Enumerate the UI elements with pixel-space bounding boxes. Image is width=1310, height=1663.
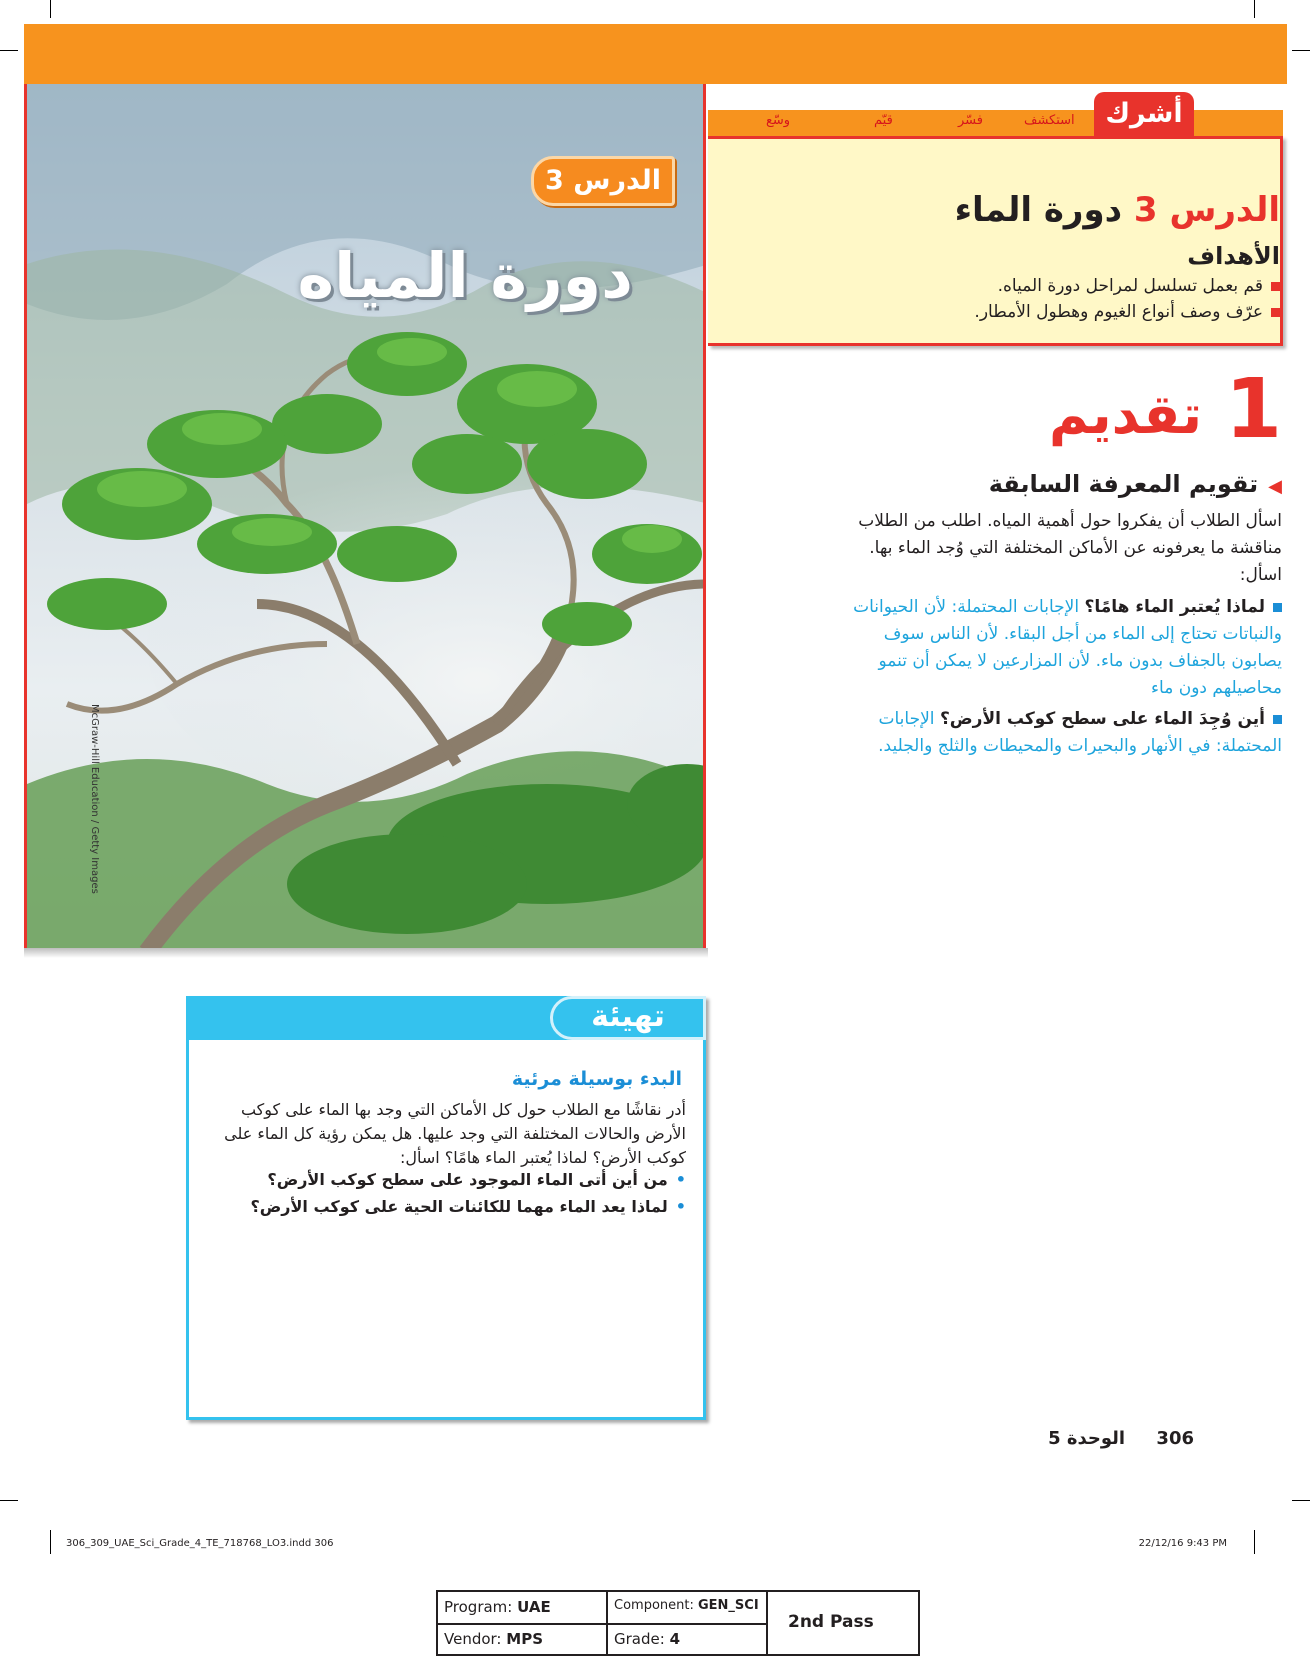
triangle-bullet-icon: ◀	[1268, 476, 1282, 497]
file-name: 306_309_UAE_Sci_Grade_4_TE_718768_LO3.indd 306	[66, 1538, 334, 1549]
answer-text: الإجابات المحتملة: في الأنهار والبحيرات والمحيطات والثلج والجليد.	[878, 709, 1282, 756]
tab-explain[interactable]: فسّر	[958, 113, 983, 128]
question-text: أين وُجِدَ الماء على سطح كوكب الأرض؟	[939, 709, 1265, 729]
warm-up-title: تهيئة	[550, 996, 706, 1040]
question-text: لماذا يُعتبر الماء هامًا؟	[1084, 597, 1265, 617]
slug-vendor-label: Vendor:	[444, 1630, 502, 1648]
slug-program	[444, 1598, 551, 1616]
top-orange-band	[24, 24, 1287, 84]
lesson-name: دورة الماء	[954, 190, 1123, 230]
bullet-dot-icon: •	[675, 1197, 686, 1216]
slug-component-value: GEN_SCI	[698, 1598, 759, 1613]
page-folio	[1048, 1428, 1194, 1449]
tab-explore[interactable]: استكشف	[1024, 113, 1075, 128]
tab-engage[interactable]: أشرك	[1094, 92, 1194, 138]
slug-component	[614, 1598, 759, 1613]
file-date: 22/12/16 9:43 PM	[1138, 1538, 1227, 1549]
slug-component-label: Component:	[614, 1598, 694, 1613]
photo-credit: McGraw-Hill Education / Getty Images	[89, 704, 100, 894]
objectives-heading: الأهداف	[1187, 242, 1280, 270]
question-item	[852, 706, 1282, 760]
crop-mark	[0, 1500, 18, 1501]
objective-item	[974, 302, 1280, 322]
slug-grade	[614, 1630, 680, 1648]
slug-program-label: Program:	[444, 1598, 513, 1616]
crop-mark	[0, 50, 18, 51]
forest-tree-illustration	[27, 84, 706, 952]
cover-photo	[24, 84, 706, 952]
warm-up-bullet-text: لماذا يعد الماء مهما للكائنات الحية على كوكب الأرض؟	[250, 1197, 668, 1216]
crop-mark	[1292, 1500, 1310, 1501]
crop-mark	[1292, 50, 1310, 51]
objective-item	[998, 276, 1280, 296]
objective-text: عرّف وصف أنواع الغيوم وهطول الأمطار.	[974, 302, 1263, 322]
warm-up-heading: البدء بوسيلة مرئية	[511, 1068, 682, 1090]
lesson-prefix: الدرس	[1169, 190, 1280, 230]
crop-mark	[1254, 0, 1255, 18]
crop-mark	[1254, 1530, 1255, 1554]
tab-evaluate[interactable]: قيّم	[874, 113, 893, 128]
objective-text: قم بعمل تسلسل لمراحل دورة المياه.	[997, 276, 1263, 296]
slug-vendor	[444, 1630, 543, 1648]
folio-page-number: 306	[1156, 1428, 1194, 1449]
crop-mark	[50, 0, 51, 18]
question-item	[852, 594, 1282, 702]
slug-divider	[766, 1592, 768, 1654]
blue-square-bullet-icon	[1273, 715, 1282, 724]
slug-grade-value: 4	[669, 1630, 681, 1648]
section-label: تقديم	[1049, 383, 1202, 446]
photo-title: دورة المياه	[297, 239, 633, 312]
warm-up-bullet-text: من أين أتى الماء الموجود على سطح كوكب الأرض؟	[267, 1170, 668, 1189]
lesson-phase-strip	[708, 110, 1283, 136]
lesson-number: 3	[1133, 190, 1158, 230]
red-square-bullet-icon	[1271, 308, 1280, 317]
crop-mark	[50, 1530, 51, 1554]
bullet-dot-icon: •	[675, 1170, 686, 1189]
slug-vendor-value: MPS	[506, 1630, 544, 1648]
slug-divider	[438, 1623, 768, 1625]
photo-shadow	[24, 948, 708, 958]
tab-extend[interactable]: وسّع	[766, 113, 791, 128]
section-number: 1	[1224, 362, 1282, 457]
warm-up-body: أدر نقاشًا مع الطلاب حول كل الأماكن التي وجد بها الماء على كوكب الأرض والحالات المختلفة التي وجد عليها. هل يمكن رؤية كل الماء على كوكب الأرض؟ لماذا يُعتبر الماء هامًا؟ اسأل:	[224, 1100, 686, 1167]
lesson-title	[955, 190, 1280, 230]
prior-heading-text: تقويم المعرفة السابقة	[988, 470, 1259, 498]
prior-knowledge-heading	[989, 470, 1282, 498]
blue-square-bullet-icon	[1273, 603, 1282, 612]
production-slug-table	[436, 1590, 920, 1656]
warm-up-bullet	[206, 1170, 686, 1189]
slug-divider	[606, 1592, 608, 1654]
answer-text: الإجابات المحتملة: لأن الحيوانات والنباتات تحتاج إلى الماء من أجل البقاء. لأن الناس سوف يصابون بالجفاف بدون ماء. لأن المزارعين لا يمكن أن تنمو محاصيلهم دون ماء	[853, 597, 1282, 698]
lesson-number-pill: الدرس 3	[531, 156, 675, 206]
slug-program-value: UAE	[517, 1598, 551, 1616]
slug-pass: 2nd Pass	[788, 1612, 874, 1632]
slug-grade-label: Grade:	[614, 1630, 665, 1648]
warm-up-bullet	[206, 1197, 686, 1216]
prior-knowledge-body: اسأل الطلاب أن يفكروا حول أهمية المياه. اطلب من الطلاب مناقشة ما يعرفونه عن الأماكن المختلفة التي وُجد الماء بها. اسأل:	[858, 511, 1282, 585]
folio-unit-label: الوحدة 5	[1048, 1428, 1126, 1449]
red-square-bullet-icon	[1271, 282, 1280, 291]
